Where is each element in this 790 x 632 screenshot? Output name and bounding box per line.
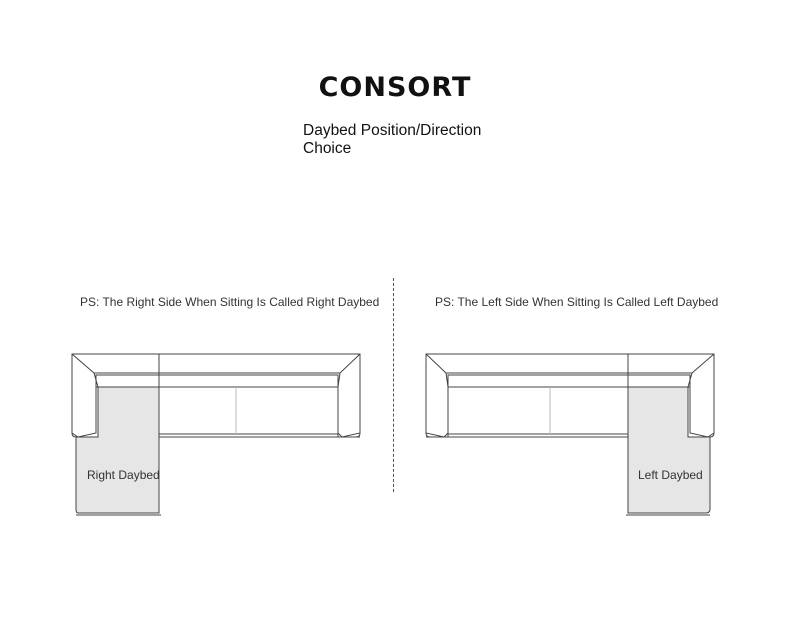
- right-daybed-note: PS: The Right Side When Sitting Is Called Right Daybed: [80, 295, 380, 309]
- left-daybed-note: PS: The Left Side When Sitting Is Called Left Daybed: [435, 295, 719, 309]
- subtitle-line-2: Choice: [303, 140, 352, 157]
- right-daybed-sofa-diagram: [64, 345, 364, 520]
- dashed-divider: [393, 278, 394, 492]
- page-subtitle: [303, 122, 503, 158]
- right-daybed-label: Right Daybed: [87, 468, 160, 482]
- left-daybed-sofa-diagram: [420, 345, 720, 520]
- subtitle-line-1: Daybed Position/Direction: [303, 122, 482, 139]
- right-daybed-chaise: [76, 387, 159, 513]
- brand-title: CONSORT: [318, 72, 472, 103]
- left-daybed-chaise: [628, 387, 710, 513]
- left-daybed-label: Left Daybed: [638, 468, 703, 482]
